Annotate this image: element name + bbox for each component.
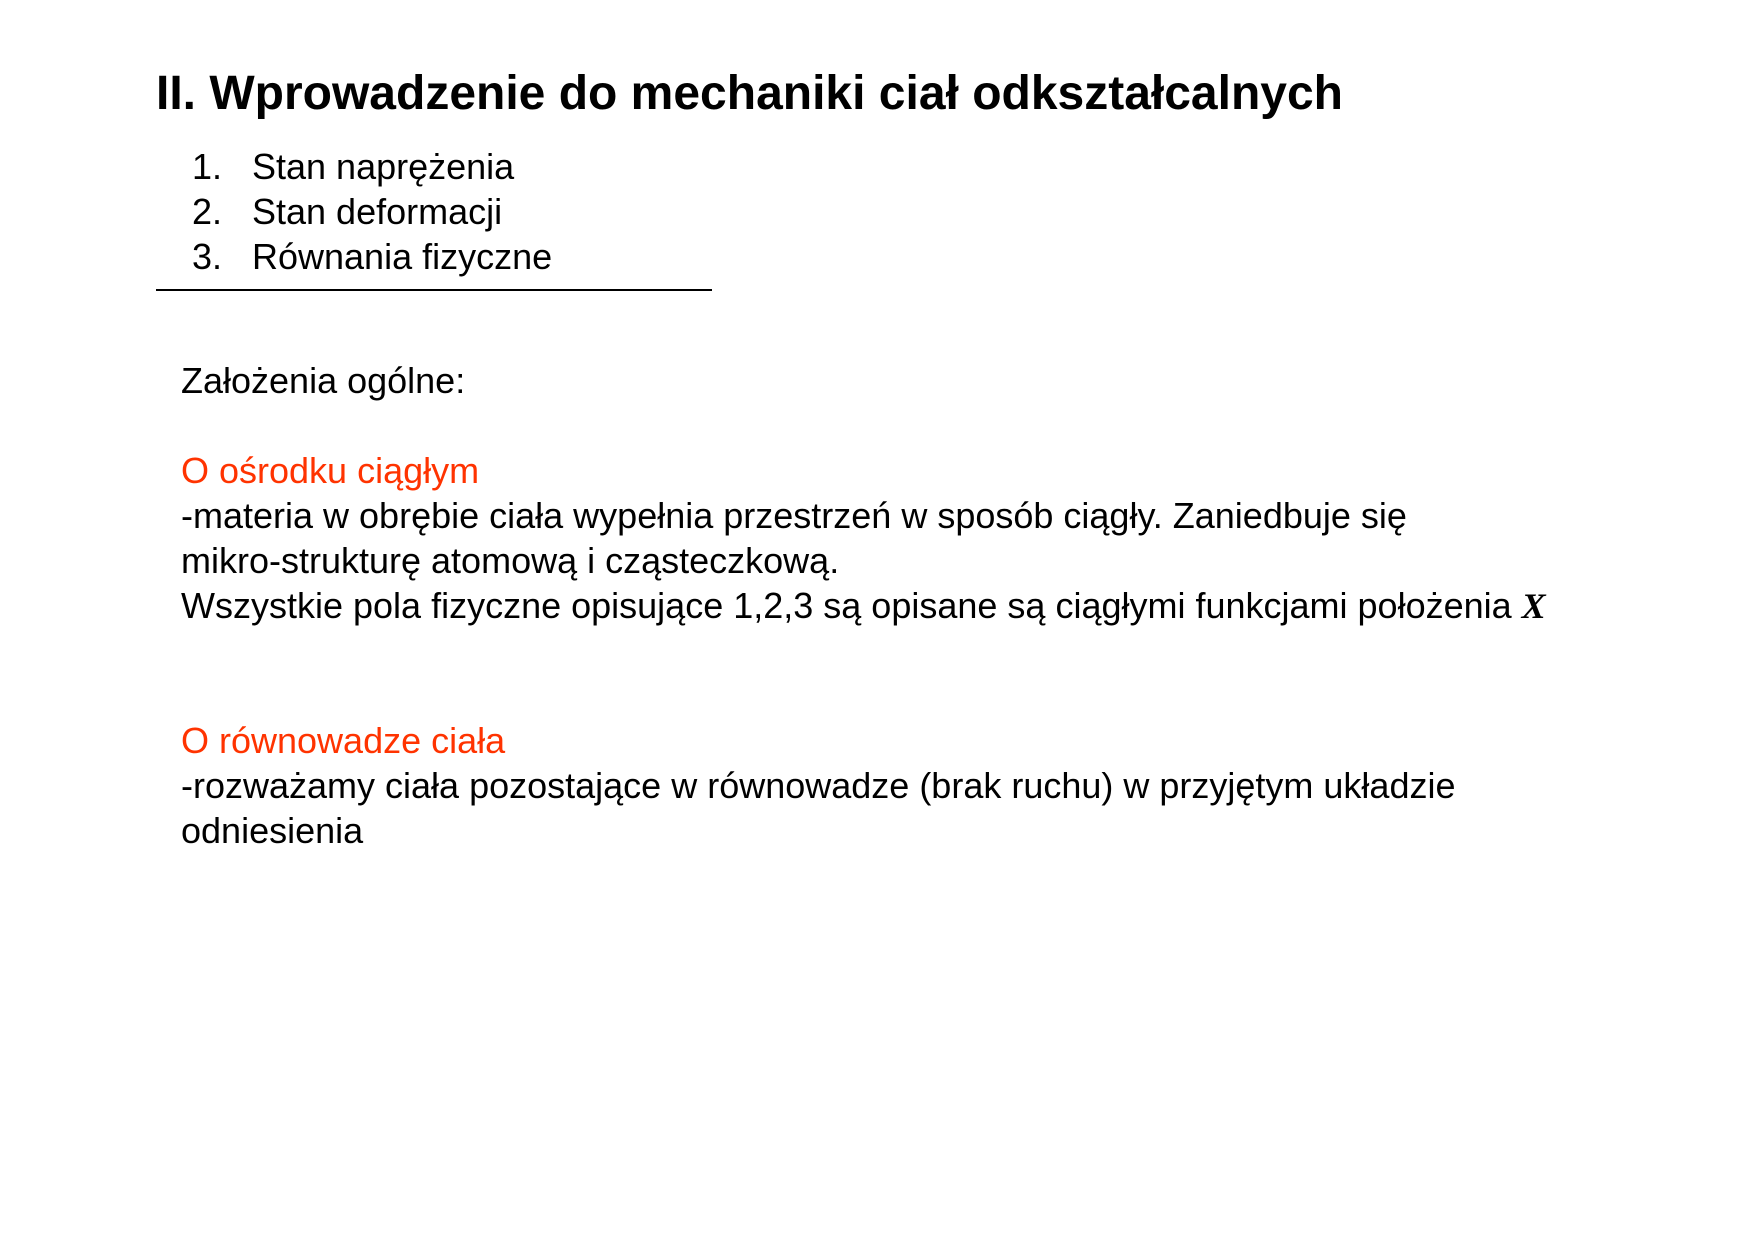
outline-item-number: 3. bbox=[192, 236, 223, 277]
outline-item-label: Stan deformacji bbox=[252, 191, 503, 232]
continuum-line-1: -materia w obrębie ciała wypełnia przestrzeń w sposób ciągły. Zaniedbuje się bbox=[181, 495, 1407, 536]
outline-item bbox=[192, 189, 552, 234]
continuum-line-2: mikro-strukturę atomową i cząsteczkową. bbox=[181, 540, 840, 581]
outline-item bbox=[192, 234, 552, 279]
continuum-heading: O ośrodku ciągłym bbox=[181, 450, 480, 491]
slide-title: II. Wprowadzenie do mechaniki ciał odkształcalnych bbox=[156, 67, 1343, 120]
equilibrium-heading: O równowadze ciała bbox=[181, 720, 506, 761]
outline-divider bbox=[156, 289, 712, 291]
continuum-line-3-text: Wszystkie pola fizyczne opisujące 1,2,3 są opisane są ciągłymi funkcjami położenia bbox=[181, 585, 1522, 626]
outline-item bbox=[192, 144, 552, 189]
equilibrium-line-2: odniesienia bbox=[181, 810, 364, 851]
outline-item-label: Stan naprężenia bbox=[252, 146, 515, 187]
outline-item-number: 1. bbox=[192, 146, 223, 187]
outline-list bbox=[192, 144, 552, 279]
assumptions-heading: Założenia ogólne: bbox=[181, 360, 466, 401]
continuum-line-3 bbox=[181, 583, 1546, 629]
equilibrium-line-1: -rozważamy ciała pozostające w równowadze (brak ruchu) w przyjętym układzie bbox=[181, 765, 1456, 806]
outline-item-label: Równania fizyczne bbox=[252, 236, 553, 277]
position-variable: X bbox=[1521, 586, 1546, 626]
outline-item-number: 2. bbox=[192, 191, 223, 232]
